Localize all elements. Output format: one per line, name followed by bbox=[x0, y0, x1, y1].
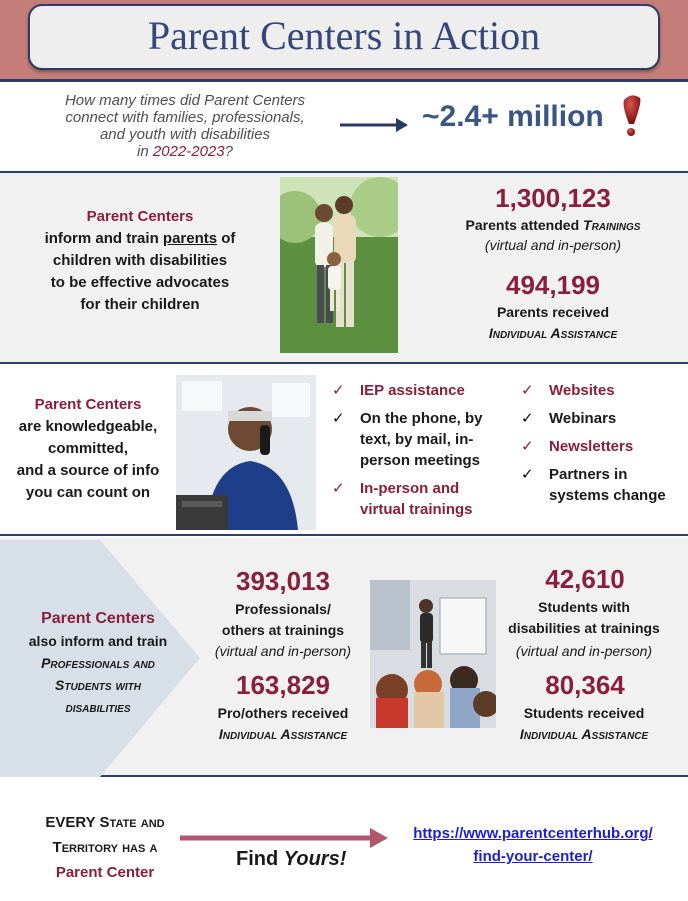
parents-heading: Parent Centers bbox=[86, 208, 194, 225]
family-photo bbox=[280, 177, 398, 353]
student-trainings-sub: (virtual and in-person) bbox=[515, 643, 653, 659]
exclamation-icon bbox=[618, 94, 644, 140]
service-item: ✓ Partners in systems change bbox=[521, 466, 666, 504]
check-icon: ✓ bbox=[332, 410, 345, 427]
student-trainings-value: 42,610 bbox=[545, 564, 625, 594]
professionals-line-3: Students with bbox=[55, 677, 141, 693]
find-center-link[interactable]: https://www.parentcenterhub.org/ find-your-center/ bbox=[413, 825, 653, 865]
parents-trainings-sub: (virtual and in-person) bbox=[484, 237, 622, 253]
services-list-1 bbox=[332, 380, 502, 527]
professionals-line-4: disabilities bbox=[65, 699, 131, 715]
check-icon: ✓ bbox=[521, 466, 534, 483]
pro-trainings-sub: (virtual and in-person) bbox=[214, 643, 352, 659]
pro-assistance-label: Pro/others received bbox=[217, 705, 349, 721]
info-line-2: committed, bbox=[47, 440, 128, 457]
info-heading: Parent Centers bbox=[34, 396, 142, 413]
professionals-heading: Parent Centers bbox=[41, 610, 155, 627]
service-item: ✓ IEP assistance bbox=[332, 382, 465, 399]
total-connections: ~2.4+ million bbox=[422, 100, 604, 133]
parents-underlined: parents bbox=[162, 230, 218, 247]
phone-photo bbox=[176, 375, 316, 530]
check-icon: ✓ bbox=[521, 438, 534, 455]
student-assistance-value: 80,364 bbox=[545, 670, 625, 700]
question-line-2: connect with families, professionals, bbox=[65, 109, 305, 126]
footer-line-2: Territory has a bbox=[52, 839, 158, 856]
pro-assistance-value: 163,829 bbox=[236, 670, 330, 700]
parents-trainings-value: 1,300,123 bbox=[495, 183, 611, 213]
info-blurb bbox=[4, 394, 172, 504]
question-line-4: in 2022-2023? bbox=[137, 143, 233, 160]
check-icon: ✓ bbox=[521, 410, 534, 427]
service-item: ✓ Newsletters bbox=[521, 438, 634, 455]
pro-trainings-value: 393,013 bbox=[236, 566, 330, 596]
footer-statement bbox=[30, 810, 180, 885]
parents-trainings-label: Parents attended Trainings bbox=[465, 217, 641, 233]
pro-trainings-label: Professionals/ others at trainings bbox=[221, 601, 345, 638]
question-line-1: How many times did Parent Centers bbox=[64, 92, 306, 109]
check-icon: ✓ bbox=[332, 480, 345, 497]
professionals-line-2: Professionals and bbox=[41, 655, 155, 671]
pro-assistance-sub: Individual Assistance bbox=[218, 726, 348, 742]
services-list-2 bbox=[521, 380, 681, 513]
question-text bbox=[20, 92, 350, 160]
phone-photo-illustration bbox=[176, 375, 316, 530]
right-arrow-icon bbox=[340, 116, 410, 134]
classroom-photo-illustration bbox=[370, 580, 496, 728]
professionals-blurb bbox=[4, 608, 192, 718]
check-icon: ✓ bbox=[332, 382, 345, 399]
question-year: 2022-2023 bbox=[152, 143, 225, 160]
service-item: ✓ Webinars bbox=[521, 410, 617, 427]
question-line-3: and youth with disabilities bbox=[99, 126, 271, 143]
info-line-4: you can count on bbox=[25, 484, 151, 501]
parents-blurb bbox=[8, 206, 272, 316]
student-assistance-sub: Individual Assistance bbox=[519, 726, 649, 742]
student-assistance-label: Students received bbox=[523, 705, 645, 721]
family-photo-illustration bbox=[280, 177, 398, 353]
classroom-photo bbox=[370, 580, 496, 728]
parents-assistance-label: Parents received bbox=[496, 304, 610, 320]
service-item: ✓ Websites bbox=[521, 382, 615, 399]
parents-assistance-sub: Individual Assistance bbox=[488, 325, 618, 341]
info-line-3: and a source of info bbox=[16, 462, 160, 479]
professionals-line-1: also inform and train bbox=[28, 633, 168, 649]
right-arrow-icon bbox=[180, 826, 390, 850]
parents-line-3: to be effective advocates bbox=[50, 274, 230, 291]
check-icon: ✓ bbox=[521, 382, 534, 399]
service-item: ✓ On the phone, by text, by mail, in-person meetings bbox=[332, 410, 483, 469]
footer-line-1: EVERY State and bbox=[45, 814, 165, 831]
parents-assistance-value: 494,199 bbox=[506, 270, 600, 300]
find-yours: Find Yours! bbox=[236, 848, 347, 870]
footer-line-3: Parent Center bbox=[55, 864, 155, 881]
parents-line-4: for their children bbox=[80, 296, 200, 313]
trainings-word: Trainings bbox=[583, 217, 641, 233]
service-item: ✓ In-person and virtual trainings bbox=[332, 480, 473, 518]
info-line-1: are knowledgeable, bbox=[18, 418, 158, 435]
parents-line-1: inform and train parents of bbox=[44, 230, 236, 247]
student-trainings-label: Students with disabilities at trainings bbox=[508, 599, 660, 636]
page-title: Parent Centers in Action bbox=[147, 13, 541, 58]
parents-line-2: children with disabilities bbox=[52, 252, 228, 269]
